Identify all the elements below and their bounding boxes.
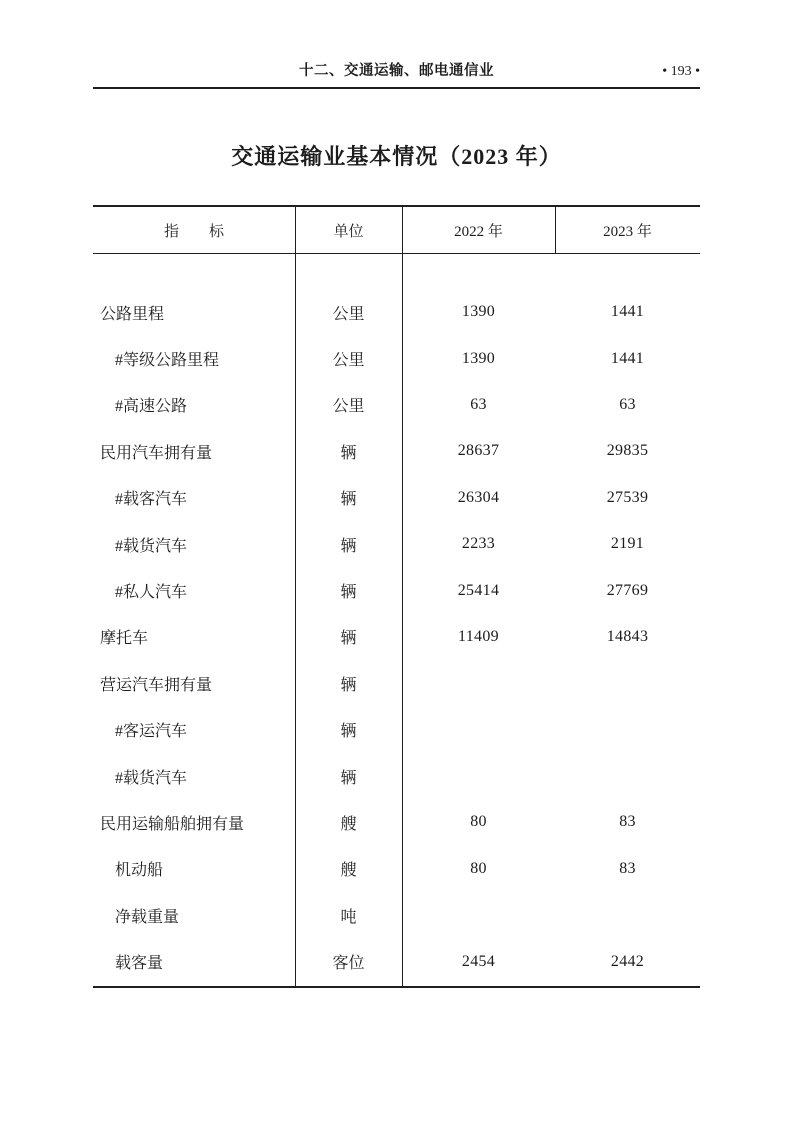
indicator-cell: 载客量: [115, 955, 164, 973]
indicator-cell: #载客汽车: [115, 491, 188, 509]
statistics-table: [93, 205, 700, 988]
running-head: [93, 62, 700, 84]
table-row: [93, 707, 700, 753]
value-2023-cell: 2442: [610, 952, 645, 970]
value-2023-cell: [555, 753, 700, 799]
unit-cell: 辆: [340, 537, 357, 555]
value-2023-cell: 83: [619, 859, 636, 877]
value-2023-cell: 1441: [610, 349, 645, 367]
value-2023-cell: 83: [619, 813, 636, 831]
unit-cell: 公里: [332, 305, 365, 323]
table-row: [93, 289, 700, 335]
unit-cell: 艘: [340, 815, 357, 833]
column-divider-2: [402, 207, 403, 986]
value-2023-cell: 63: [619, 395, 636, 413]
unit-cell: 辆: [340, 630, 357, 648]
value-2023-cell: [555, 892, 700, 938]
value-2022-cell: [402, 660, 555, 706]
page-number: • 193 •: [662, 64, 700, 79]
indicator-cell: 营运汽车拥有量: [100, 676, 213, 694]
indicator-cell: #高速公路: [115, 398, 188, 416]
unit-cell: 客位: [332, 955, 365, 973]
indicator-cell: #私人汽车: [115, 584, 188, 602]
value-2022-cell: 80: [470, 859, 487, 877]
value-2022-cell: [402, 753, 555, 799]
table-row: [93, 335, 700, 381]
value-2022-cell: 28637: [457, 442, 500, 460]
col-header-2022: 2022 年: [454, 223, 503, 240]
column-divider-3-header-only: [555, 207, 556, 254]
indicator-cell: 机动船: [115, 862, 164, 880]
value-2023-cell: 1441: [610, 303, 645, 321]
value-2022-cell: [402, 892, 555, 938]
table-row: [93, 521, 700, 567]
table-row: [93, 567, 700, 613]
indicator-cell: 净载重量: [115, 908, 180, 926]
table-title: 交通运输业基本情况（2023 年）: [231, 144, 562, 169]
col-header-2023: 2023 年: [603, 223, 652, 240]
unit-cell: 辆: [340, 723, 357, 741]
value-2022-cell: 11409: [458, 627, 499, 645]
table-row: [93, 799, 700, 845]
unit-cell: 辆: [340, 584, 357, 602]
unit-cell: 辆: [340, 444, 357, 462]
unit-cell: 辆: [340, 676, 357, 694]
value-2022-cell: [402, 707, 555, 753]
value-2022-cell: 2454: [461, 952, 496, 970]
indicator-cell: 民用运输船舶拥有量: [100, 815, 245, 833]
unit-cell: 辆: [340, 491, 357, 509]
value-2023-cell: 14843: [606, 627, 649, 645]
table-row: [93, 660, 700, 706]
table-row: [93, 846, 700, 892]
value-2023-cell: 27539: [606, 488, 649, 506]
value-2023-cell: [555, 707, 700, 753]
indicator-cell: #载货汽车: [115, 769, 188, 787]
table-row: [93, 892, 700, 938]
table-row: [93, 382, 700, 428]
table-row: [93, 753, 700, 799]
header-rule: [93, 87, 700, 89]
value-2023-cell: 29835: [606, 442, 649, 460]
table-row: [93, 938, 700, 984]
indicator-cell: #等级公路里程: [115, 352, 220, 370]
table-header-row: [93, 207, 700, 254]
col-header-indicator: 指 标: [163, 223, 224, 240]
indicator-cell: 摩托车: [100, 630, 149, 648]
indicator-cell: 公路里程: [100, 305, 165, 323]
value-2022-cell: 25414: [457, 581, 500, 599]
col-header-unit: 单位: [333, 223, 364, 240]
value-2022-cell: 80: [470, 813, 487, 831]
table-body: [93, 254, 700, 986]
table-row: [93, 614, 700, 660]
value-2022-cell: 63: [470, 395, 487, 413]
table-row: [93, 428, 700, 474]
value-2022-cell: 1390: [461, 349, 496, 367]
value-2022-cell: 26304: [457, 488, 500, 506]
value-2022-cell: 2233: [461, 535, 496, 553]
indicator-cell: 民用汽车拥有量: [100, 444, 213, 462]
table-row: [93, 475, 700, 521]
unit-cell: 公里: [332, 398, 365, 416]
indicator-cell: #载货汽车: [115, 537, 188, 555]
unit-cell: 艘: [340, 862, 357, 880]
indicator-cell: #客运汽车: [115, 723, 188, 741]
section-title: 十二、交通运输、邮电通信业: [299, 63, 494, 79]
unit-cell: 公里: [332, 352, 365, 370]
value-2023-cell: 2191: [610, 535, 645, 553]
value-2023-cell: 27769: [606, 581, 649, 599]
unit-cell: 吨: [340, 908, 357, 926]
column-divider-1: [295, 207, 296, 986]
value-2023-cell: [555, 660, 700, 706]
value-2022-cell: 1390: [461, 303, 496, 321]
unit-cell: 辆: [340, 769, 357, 787]
